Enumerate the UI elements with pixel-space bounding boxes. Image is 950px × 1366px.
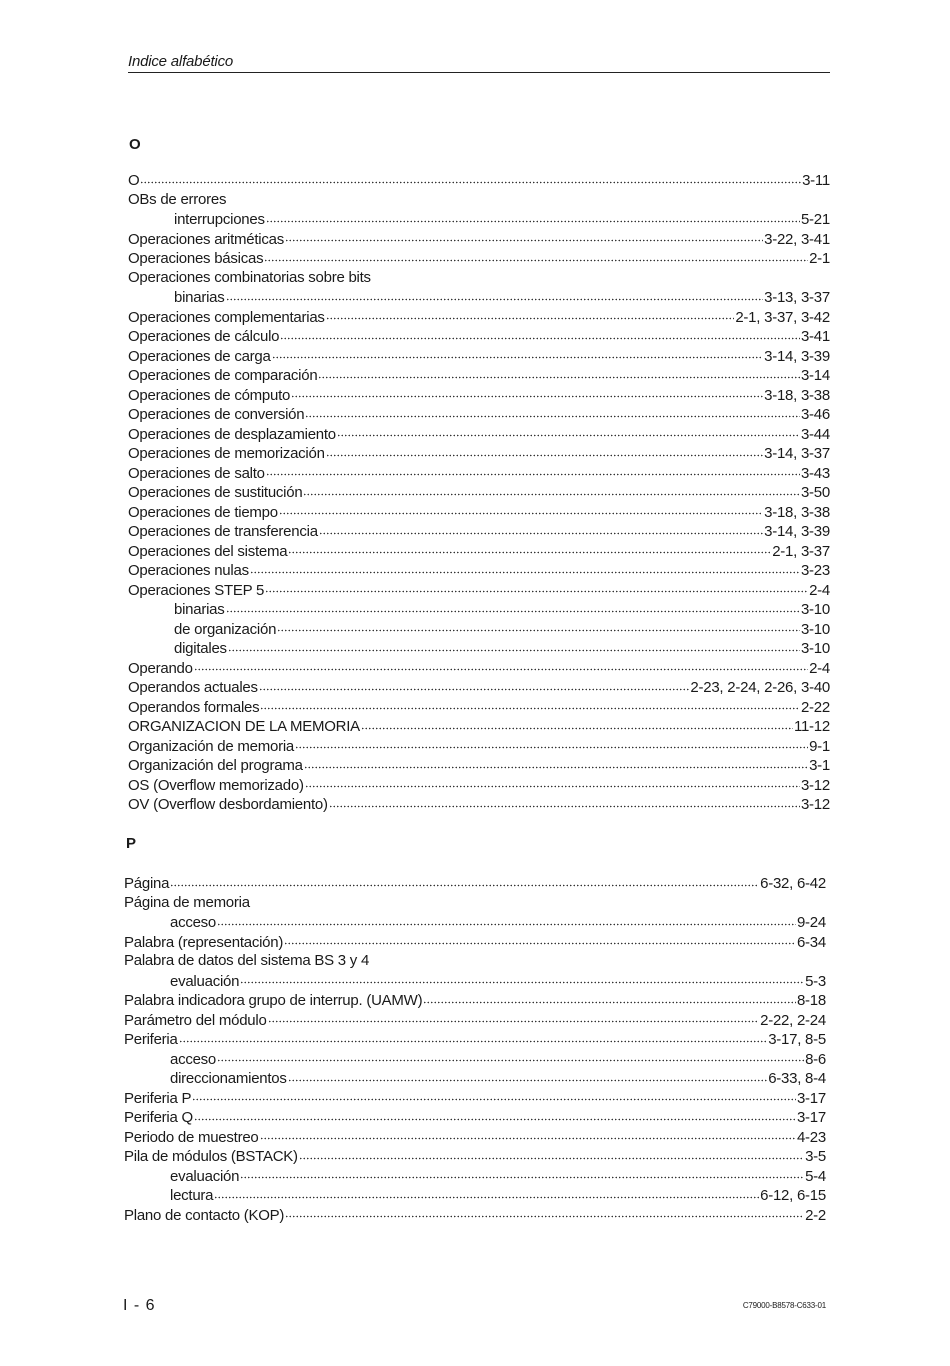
dot-leader	[318, 366, 800, 381]
index-term: lectura	[170, 1187, 214, 1204]
index-entry	[128, 287, 830, 307]
index-term: Operando	[128, 659, 193, 677]
index-pages: 3-17	[796, 1109, 826, 1126]
index-term: Operaciones combinatorias sobre bits	[128, 268, 371, 286]
index-pages: 2-4	[809, 581, 830, 599]
index-term: Operandos actuales	[128, 679, 258, 696]
index-pages: 5-3	[805, 972, 826, 990]
index-entry	[128, 521, 830, 541]
dot-leader	[326, 444, 763, 459]
index-pages: 2-1, 3-37, 3-42	[735, 308, 830, 326]
index-pages: 3-14, 3-39	[764, 523, 830, 540]
index-pages: 6-32, 6-42	[760, 875, 826, 892]
index-pages: 8-6	[805, 1050, 826, 1068]
index-term: Operaciones del sistema	[128, 542, 288, 560]
index-entry	[124, 1185, 826, 1205]
index-pages: 4-23	[796, 1128, 826, 1146]
index-pages: 3-17, 8-5	[768, 1031, 826, 1048]
header-title: Indice alfabético	[128, 53, 234, 70]
index-term: Periodo de muestreo	[124, 1128, 259, 1146]
index-entry	[128, 658, 830, 678]
index-entry	[128, 365, 830, 385]
index-term: Operaciones de comparación	[128, 367, 318, 384]
dot-leader	[265, 581, 808, 596]
dot-leader	[303, 483, 800, 498]
index-term: Operaciones de cómputo	[128, 386, 291, 404]
index-entry	[124, 1107, 826, 1127]
index-entry	[128, 755, 830, 775]
dot-leader	[259, 678, 690, 693]
index-pages: 3-18, 3-38	[764, 386, 830, 404]
dot-leader	[240, 1167, 804, 1182]
index-term: Operaciones de cálculo	[128, 328, 280, 345]
index-entry	[128, 619, 830, 639]
dot-leader	[264, 249, 808, 264]
index-term: Plano de contacto (KOP)	[124, 1206, 285, 1224]
index-pages: 3-10	[800, 620, 830, 638]
index-pages: 3-44	[800, 425, 830, 443]
index-pages: 3-41	[800, 328, 830, 345]
index-pages: 3-14, 3-37	[764, 445, 830, 462]
index-term: O	[128, 172, 140, 189]
dot-leader	[250, 561, 800, 576]
dot-leader	[170, 874, 759, 889]
index-term: Organización del programa	[128, 757, 303, 774]
index-term: Operaciones de conversión	[128, 406, 305, 423]
dot-leader	[295, 737, 808, 752]
dot-leader	[272, 347, 764, 362]
index-term: Operaciones nulas	[128, 562, 249, 579]
index-term: Pila de módulos (BSTACK)	[124, 1148, 298, 1165]
header-rule	[128, 72, 830, 73]
index-term: OS (Overflow memorizado)	[128, 776, 304, 794]
dot-leader	[260, 1128, 796, 1143]
dot-leader	[194, 1108, 796, 1123]
index-pages: 2-23, 2-24, 2-26, 3-40	[690, 679, 830, 696]
index-entry	[124, 1029, 826, 1049]
index-entry	[128, 268, 830, 288]
dot-leader	[304, 756, 808, 771]
index-term: Periferia	[124, 1031, 178, 1048]
index-entry	[128, 794, 830, 814]
index-term: de organización	[174, 620, 277, 638]
index-entry	[124, 1088, 826, 1108]
index-pages: 3-23	[800, 562, 830, 579]
index-entry	[128, 697, 830, 717]
dot-leader	[288, 1069, 768, 1084]
index-pages: 3-18, 3-38	[764, 503, 830, 521]
index-entry	[128, 248, 830, 268]
index-term: Operaciones de desplazamiento	[128, 425, 336, 443]
index-entry	[128, 541, 830, 561]
index-entry	[128, 424, 830, 444]
index-entry	[128, 775, 830, 795]
dot-leader	[192, 1089, 796, 1104]
index-pages: 2-22, 2-24	[760, 1011, 826, 1029]
index-term: Palabra indicadora grupo de interrup. (UAMW)	[124, 992, 423, 1009]
index-pages: 3-14	[800, 367, 830, 384]
index-term: Operaciones aritméticas	[128, 230, 284, 248]
index-section-p	[124, 873, 826, 1224]
index-term: Página	[124, 875, 170, 892]
index-pages: 2-2	[805, 1206, 826, 1224]
dot-leader	[266, 210, 800, 225]
index-pages: 6-33, 8-4	[768, 1070, 826, 1087]
index-entry	[128, 482, 830, 502]
index-entry	[128, 560, 830, 580]
index-term: Operandos formales	[128, 698, 260, 716]
index-entry	[128, 677, 830, 697]
index-pages: 6-34	[796, 933, 826, 951]
index-entry	[124, 1068, 826, 1088]
dot-leader	[285, 230, 763, 245]
index-entry	[128, 307, 830, 327]
index-entry	[128, 443, 830, 463]
section-letter-o: O	[129, 136, 141, 153]
dot-leader	[319, 522, 763, 537]
index-pages: 8-18	[796, 992, 826, 1009]
dot-leader	[329, 795, 800, 810]
dot-leader	[226, 288, 764, 303]
index-term: Palabra (representación)	[124, 933, 284, 951]
index-pages: 5-21	[800, 211, 830, 228]
index-pages: 3-10	[800, 640, 830, 657]
index-pages: 3-1	[809, 757, 830, 774]
index-term: Operaciones básicas	[128, 250, 264, 267]
index-entry	[124, 1049, 826, 1069]
dot-leader	[217, 913, 796, 928]
dot-leader	[194, 659, 808, 674]
index-term: Operaciones complementarias	[128, 308, 325, 326]
index-pages: 9-1	[809, 737, 830, 755]
index-entry	[124, 1205, 826, 1225]
dot-leader	[277, 620, 800, 635]
index-entry	[124, 971, 826, 991]
index-term: OV (Overflow desbordamiento)	[128, 796, 328, 813]
dot-leader	[140, 171, 801, 186]
dot-leader	[214, 1186, 759, 1201]
index-term: acceso	[170, 914, 217, 931]
index-term: Operaciones STEP 5	[128, 581, 265, 599]
index-entry	[128, 170, 830, 190]
index-pages: 3-46	[800, 406, 830, 423]
index-entry	[128, 404, 830, 424]
index-term: Parámetro del módulo	[124, 1011, 267, 1029]
index-term: Operaciones de salto	[128, 464, 265, 482]
index-entry	[128, 229, 830, 249]
index-entry	[124, 1166, 826, 1186]
index-pages: 2-4	[809, 659, 830, 677]
index-entry	[128, 209, 830, 229]
index-term: Organización de memoria	[128, 737, 294, 755]
index-term: ORGANIZACION DE LA MEMORIA	[128, 718, 360, 735]
index-term: Operaciones de tiempo	[128, 503, 278, 521]
index-term: interrupciones	[174, 211, 265, 228]
index-section-o	[128, 170, 830, 814]
dot-leader	[217, 1050, 804, 1065]
footer-page-number: I - 6	[123, 1297, 156, 1314]
index-entry	[128, 385, 830, 405]
dot-leader	[285, 1206, 804, 1221]
dot-leader	[266, 464, 800, 479]
index-entry	[128, 326, 830, 346]
index-entry	[128, 190, 830, 210]
index-term: Operaciones de transferencia	[128, 523, 318, 540]
index-entry	[124, 990, 826, 1010]
index-entry	[124, 893, 826, 913]
dot-leader	[280, 327, 800, 342]
index-pages: 5-4	[805, 1167, 826, 1185]
index-pages: 3-12	[800, 776, 830, 794]
index-term: evaluación	[170, 972, 240, 990]
index-entry	[128, 580, 830, 600]
dot-leader	[305, 776, 800, 791]
dot-leader	[240, 972, 804, 987]
index-term: Operaciones de carga	[128, 347, 271, 365]
index-pages: 3-43	[800, 464, 830, 482]
index-pages: 3-10	[800, 601, 830, 618]
index-term: direccionamientos	[170, 1070, 287, 1087]
index-entry	[128, 599, 830, 619]
index-term: Operaciones de sustitución	[128, 484, 303, 501]
index-entry	[124, 912, 826, 932]
index-pages: 3-50	[800, 484, 830, 501]
section-letter-p: P	[126, 835, 137, 852]
dot-leader	[268, 1011, 760, 1026]
index-entry	[128, 463, 830, 483]
index-entry	[128, 346, 830, 366]
index-term: Página de memoria	[124, 893, 250, 911]
dot-leader	[361, 717, 793, 732]
index-entry	[124, 873, 826, 893]
dot-leader	[299, 1147, 804, 1162]
index-entry	[124, 1010, 826, 1030]
dot-leader	[284, 933, 796, 948]
index-entry	[128, 638, 830, 658]
dot-leader	[228, 639, 800, 654]
index-term: binarias	[174, 289, 225, 306]
index-pages: 3-13, 3-37	[764, 289, 830, 306]
index-entry	[128, 502, 830, 522]
index-pages: 3-5	[805, 1148, 826, 1165]
index-pages: 2-1	[809, 250, 830, 267]
dot-leader	[291, 386, 763, 401]
index-entry	[124, 1127, 826, 1147]
index-pages: 3-14, 3-39	[764, 347, 830, 365]
dot-leader	[423, 991, 796, 1006]
dot-leader	[260, 698, 800, 713]
index-term: Periferia P	[124, 1089, 192, 1107]
dot-leader	[305, 405, 800, 420]
index-pages: 6-12, 6-15	[760, 1187, 826, 1204]
dot-leader	[179, 1030, 768, 1045]
index-pages: 11-12	[793, 718, 830, 735]
index-pages: 3-22, 3-41	[764, 230, 830, 248]
index-term: Operaciones de memorización	[128, 445, 325, 462]
footer-doc-code: C79000-B8578-C633-01	[742, 1301, 826, 1310]
index-term: evaluación	[170, 1167, 240, 1185]
index-term: OBs de errores	[128, 190, 227, 208]
index-entry	[128, 736, 830, 756]
index-pages: 2-22	[800, 698, 830, 716]
index-pages: 3-12	[800, 796, 830, 813]
index-pages: 2-1, 3-37	[772, 542, 830, 560]
index-pages: 9-24	[796, 914, 826, 931]
index-entry	[124, 1146, 826, 1166]
index-term: digitales	[174, 640, 227, 657]
index-term: Palabra de datos del sistema BS 3 y 4	[124, 952, 370, 969]
index-entry	[124, 951, 826, 971]
index-entry	[124, 932, 826, 952]
dot-leader	[288, 542, 771, 557]
index-term: Periferia Q	[124, 1109, 193, 1126]
dot-leader	[326, 308, 735, 323]
index-pages: 3-11	[802, 172, 830, 189]
index-term: acceso	[170, 1050, 217, 1068]
dot-leader	[226, 600, 800, 615]
index-pages: 3-17	[796, 1089, 826, 1107]
index-term: binarias	[174, 601, 225, 618]
index-entry	[128, 716, 830, 736]
dot-leader	[337, 425, 800, 440]
dot-leader	[279, 503, 763, 518]
